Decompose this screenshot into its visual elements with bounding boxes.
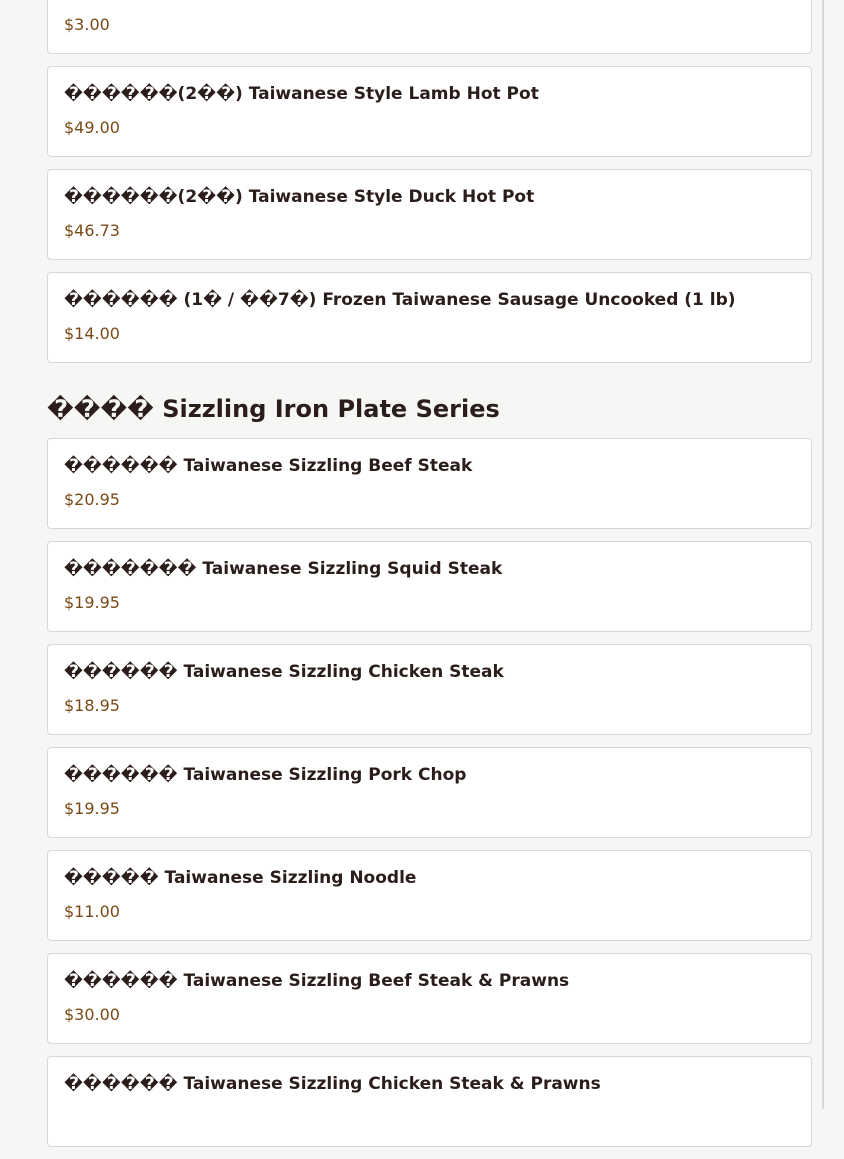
menu-item-card[interactable] (47, 169, 812, 260)
menu-item-name: ������ Taiwanese Sizzling Beef Steak (64, 456, 473, 476)
menu-item-name: ������(2��) Taiwanese Style Duck Hot Pot (64, 187, 535, 207)
menu-item-card[interactable] (47, 438, 812, 529)
menu-item-card[interactable] (47, 1056, 812, 1147)
menu-item-card[interactable] (47, 747, 812, 838)
menu-item-price: $11.00 (64, 902, 120, 921)
menu-item-name: ������(2��) Taiwanese Style Lamb Hot Pot (64, 84, 539, 104)
menu-content (47, 0, 812, 1159)
menu-item-name: ������ Taiwanese Sizzling Pork Chop (64, 765, 467, 785)
menu-item-name: ������ (1� / ��7�) Frozen Taiwanese Sausage Uncooked (1 lb) (64, 290, 736, 310)
menu-item-price: $14.00 (64, 324, 120, 343)
menu-item-price: $19.95 (64, 593, 120, 612)
menu-item-name (64, 0, 795, 2)
menu-item-price: $19.95 (64, 799, 120, 818)
menu-item-card[interactable] (47, 644, 812, 735)
menu-item-price: $46.73 (64, 221, 120, 240)
menu-item-name: ������� Taiwanese Sizzling Squid Steak (64, 559, 503, 579)
menu-item-price: $18.95 (64, 696, 120, 715)
menu-item-name: ����� Taiwanese Sizzling Noodle (64, 868, 417, 888)
menu-item-price: $49.00 (64, 118, 120, 137)
menu-item-price: $20.95 (64, 490, 120, 509)
menu-item-card[interactable] (47, 953, 812, 1044)
menu-item-card[interactable] (47, 66, 812, 157)
menu-item-price: $3.00 (64, 15, 110, 34)
scrollbar-edge[interactable] (822, 0, 824, 1109)
menu-item-card[interactable] (47, 0, 812, 54)
menu-item-name: ������ Taiwanese Sizzling Chicken Steak & Prawns (64, 1074, 601, 1094)
menu-item-card[interactable] (47, 850, 812, 941)
menu-item-card[interactable] (47, 272, 812, 363)
menu-item-name: ������ Taiwanese Sizzling Beef Steak & Prawns (64, 971, 570, 991)
menu-item-price: $30.00 (64, 1005, 120, 1024)
menu-item-name: ������ Taiwanese Sizzling Chicken Steak (64, 662, 504, 682)
section-title: ���� Sizzling Iron Plate Series (47, 395, 500, 423)
menu-item-card[interactable] (47, 541, 812, 632)
